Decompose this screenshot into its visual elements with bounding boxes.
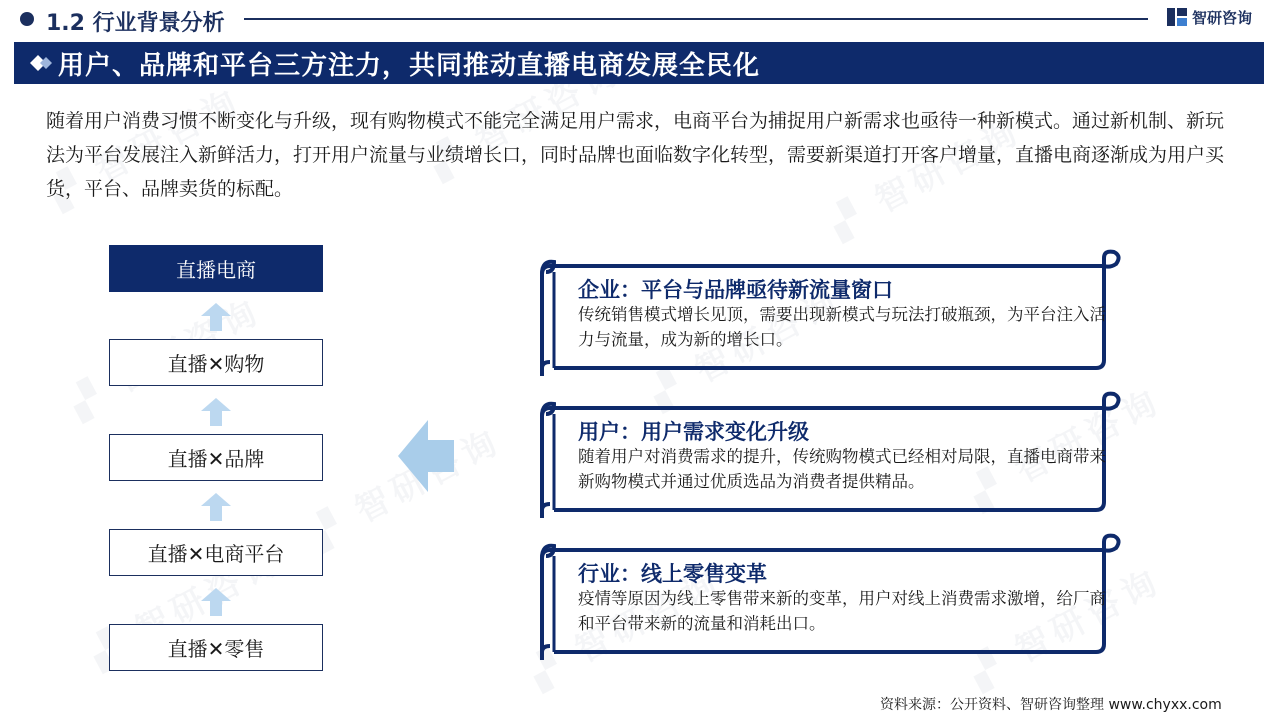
up-arrow-icon [201, 588, 231, 616]
source-note: 资料来源：公开资料、智研咨询整理 www.chyxx.com [880, 697, 1222, 713]
brand-logo-text: 智研咨询 [1192, 8, 1253, 27]
card-title: 用户：用户需求变化升级 [578, 420, 809, 444]
intro-paragraph: 随着用户消费习惯不断变化与升级，现有购物模式不能完全满足用户需求，电商平台为捕捉用户新需求也亟待一种新模式。通过新机制、新玩法为平台发展注入新鲜活力，打开用户流量与业绩增长口，同时品牌也面临数字化转型，需要新渠道打开客户增量，直播电商逐渐成为用户买货，平台、品牌卖货的标配。 [46, 110, 1225, 200]
flow-box-retail: 直播✕零售 [109, 624, 323, 671]
title-banner [14, 42, 1264, 84]
flow-box-live-ecommerce: 直播电商 [109, 245, 323, 292]
up-arrow-icon [201, 398, 231, 426]
up-arrow-icon [201, 493, 231, 521]
section-dot-icon [20, 12, 34, 26]
card-text: 传统销售模式增长见顶，需要出现新模式与玩法打破瓶颈，为平台注入活力与流量，成为新的增长口。 [578, 305, 1106, 349]
flow-box-ecommerce-platform: 直播✕电商平台 [109, 529, 323, 576]
brand-logo [1166, 6, 1252, 28]
card-industry [532, 532, 1126, 660]
left-arrow-icon [398, 420, 454, 492]
diamond-bullet-icon [22, 42, 56, 84]
page-title: 用户、品牌和平台三方注力，共同推动直播电商发展全民化 [58, 50, 761, 81]
card-title: 企业：平台与品牌亟待新流量窗口 [578, 278, 893, 302]
card-title: 行业：线上零售变革 [578, 562, 767, 586]
up-arrow-icon [201, 303, 231, 331]
card-user [532, 390, 1126, 518]
card-enterprise [532, 248, 1126, 376]
flow-box-shopping: 直播✕购物 [109, 339, 323, 386]
brand-logo-icon [1166, 6, 1188, 28]
section-label: 1.2 行业背景分析 [46, 11, 225, 36]
flow-box-brand: 直播✕品牌 [109, 434, 323, 481]
card-text: 疫情等原因为线上零售带来新的变革，用户对线上消费需求激增，给厂商和平台带来新的流量和消耗出口。 [578, 589, 1106, 633]
top-bar [0, 0, 1280, 40]
card-text: 随着用户对消费需求的提升，传统购物模式已经相对局限，直播电商带来新购物模式并通过优质选品为消费者提供精品。 [578, 447, 1106, 491]
section-divider [244, 18, 1148, 20]
